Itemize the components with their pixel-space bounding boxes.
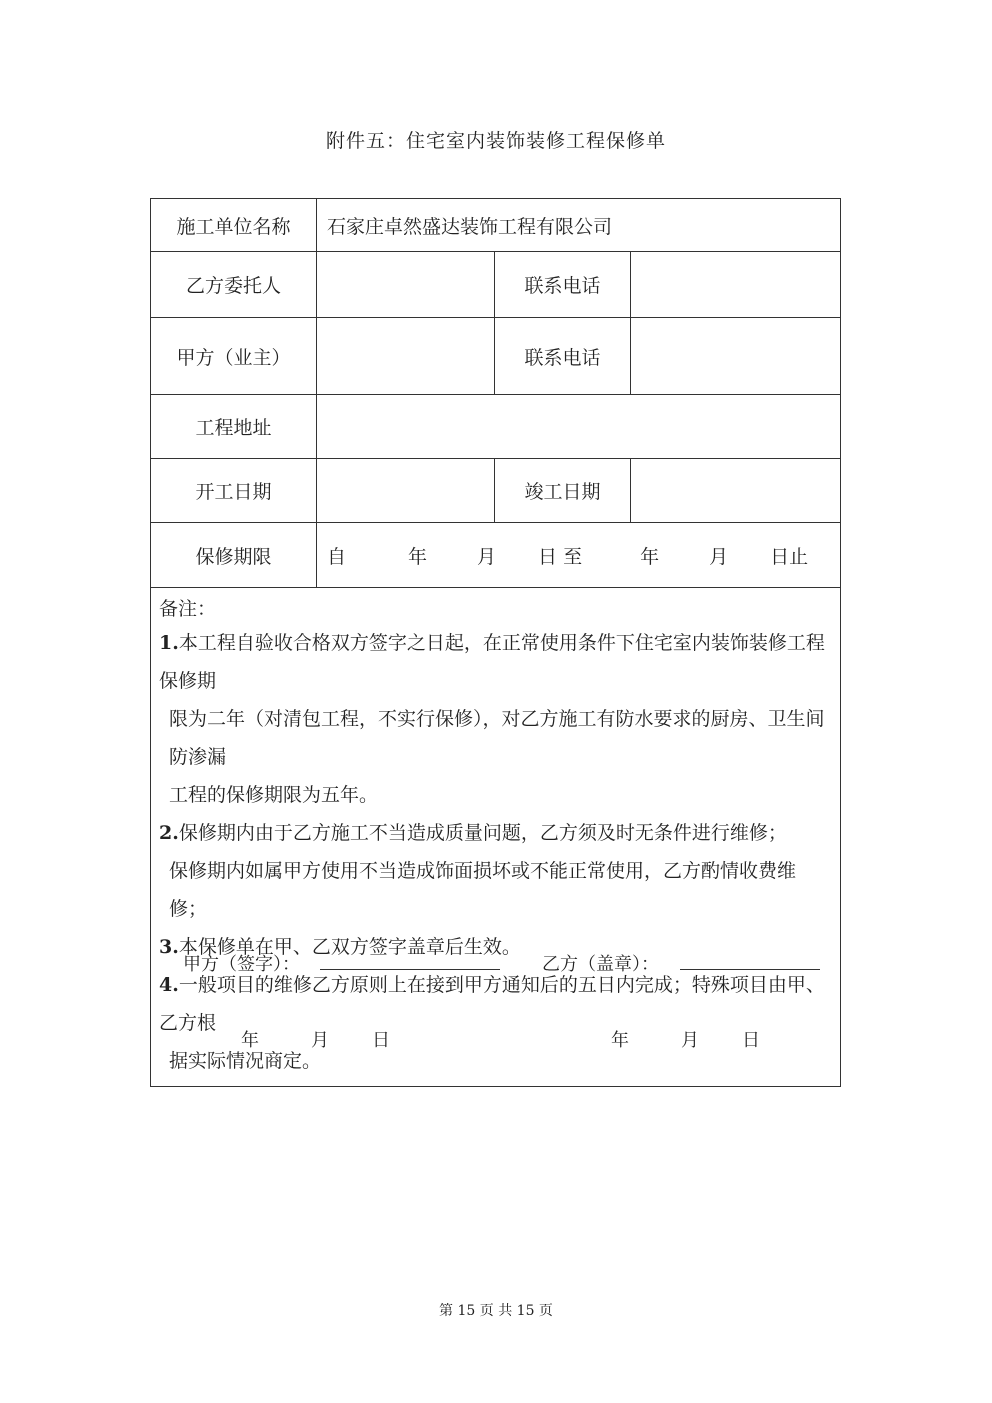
document-title: 附件五：住宅室内装饰装修工程保修单 <box>325 130 666 152</box>
note-1-line-2: 限为二年（对清包工程，不实行保修），对乙方施工有防水要求的厨房、卫生间防渗漏 <box>169 708 825 768</box>
party-a-date-month: 月 <box>311 1030 329 1051</box>
party-a-date-day: 日 <box>372 1030 390 1051</box>
end-date-label: 竣工日期 <box>495 459 631 523</box>
party-b-seal-label: 乙方（盖章）： <box>542 954 659 975</box>
period-month-1: 月 <box>477 545 497 568</box>
address-field[interactable] <box>317 395 841 459</box>
party-a-date-year: 年 <box>241 1030 259 1051</box>
note-2-line-2: 保修期内如属甲方使用不当造成饰面损坏或不能正常使用，乙方酌情收费维修； <box>169 860 797 920</box>
notes-header: 备注： <box>159 598 217 620</box>
end-date-field[interactable] <box>631 459 841 523</box>
note-1-line-1: 1.本工程自验收合格双方签字之日起，在正常使用条件下住宅室内装饰装修工程保修期 <box>159 632 825 692</box>
party-b-date-year: 年 <box>611 1030 629 1051</box>
period-year-1: 年 <box>408 545 428 568</box>
party-b-seal-line[interactable] <box>680 969 820 970</box>
period-year-2: 年 <box>640 545 660 568</box>
partya-field[interactable] <box>317 318 495 395</box>
phone-label-1: 联系电话 <box>495 252 631 318</box>
partyb-rep-field[interactable] <box>317 252 495 318</box>
row-warranty-period <box>151 523 841 588</box>
row-notes <box>151 588 841 1087</box>
period-day-end: 日止 <box>770 545 809 568</box>
company-label: 施工单位名称 <box>151 199 317 252</box>
party-b-date-month: 月 <box>681 1030 699 1051</box>
address-label: 工程地址 <box>151 395 317 459</box>
start-date-field[interactable] <box>317 459 495 523</box>
partyb-rep-label: 乙方委托人 <box>151 252 317 318</box>
company-value[interactable]: 石家庄卓然盛达装饰工程有限公司 <box>317 199 841 252</box>
row-partya <box>151 318 841 395</box>
warranty-period-field[interactable] <box>317 523 841 588</box>
note-2-number: 2. <box>159 822 179 844</box>
period-month-2: 月 <box>709 545 729 568</box>
note-1-line-3: 工程的保修期限为五年。 <box>169 784 379 806</box>
warranty-period-label: 保修期限 <box>151 523 317 588</box>
party-a-signature-label: 甲方（签字）： <box>183 954 300 975</box>
party-a-signature-line[interactable] <box>320 969 500 970</box>
start-date-label: 开工日期 <box>151 459 317 523</box>
row-company <box>151 199 841 252</box>
note-4-number: 4. <box>159 974 179 996</box>
row-partyb-rep <box>151 252 841 318</box>
partya-label: 甲方（业主） <box>151 318 317 395</box>
page-number-footer: 第 15 页 共 15 页 <box>439 1303 553 1319</box>
note-4-line-1: 4.一般项目的维修乙方原则上在接到甲方通知后的五日内完成；特殊项目由甲、乙方根 <box>159 974 825 1034</box>
period-day-to: 日 至 <box>538 545 583 568</box>
note-1-number: 1. <box>159 632 179 654</box>
party-b-date-day: 日 <box>742 1030 760 1051</box>
row-address <box>151 395 841 459</box>
notes-section <box>151 588 841 1087</box>
note-2-line-1: 2.保修期内由于乙方施工不当造成质量问题，乙方须及时无条件进行维修； <box>159 822 787 844</box>
note-3-line-1: 3.本保修单在甲、乙双方签字盖章后生效。 <box>159 936 521 958</box>
period-from: 自 <box>327 545 347 568</box>
note-4-line-2: 据实际情况商定。 <box>169 1050 322 1072</box>
note-3-number: 3. <box>159 936 179 958</box>
phone-field-1[interactable] <box>631 252 841 318</box>
phone-field-2[interactable] <box>631 318 841 395</box>
row-dates <box>151 459 841 523</box>
phone-label-2: 联系电话 <box>495 318 631 395</box>
